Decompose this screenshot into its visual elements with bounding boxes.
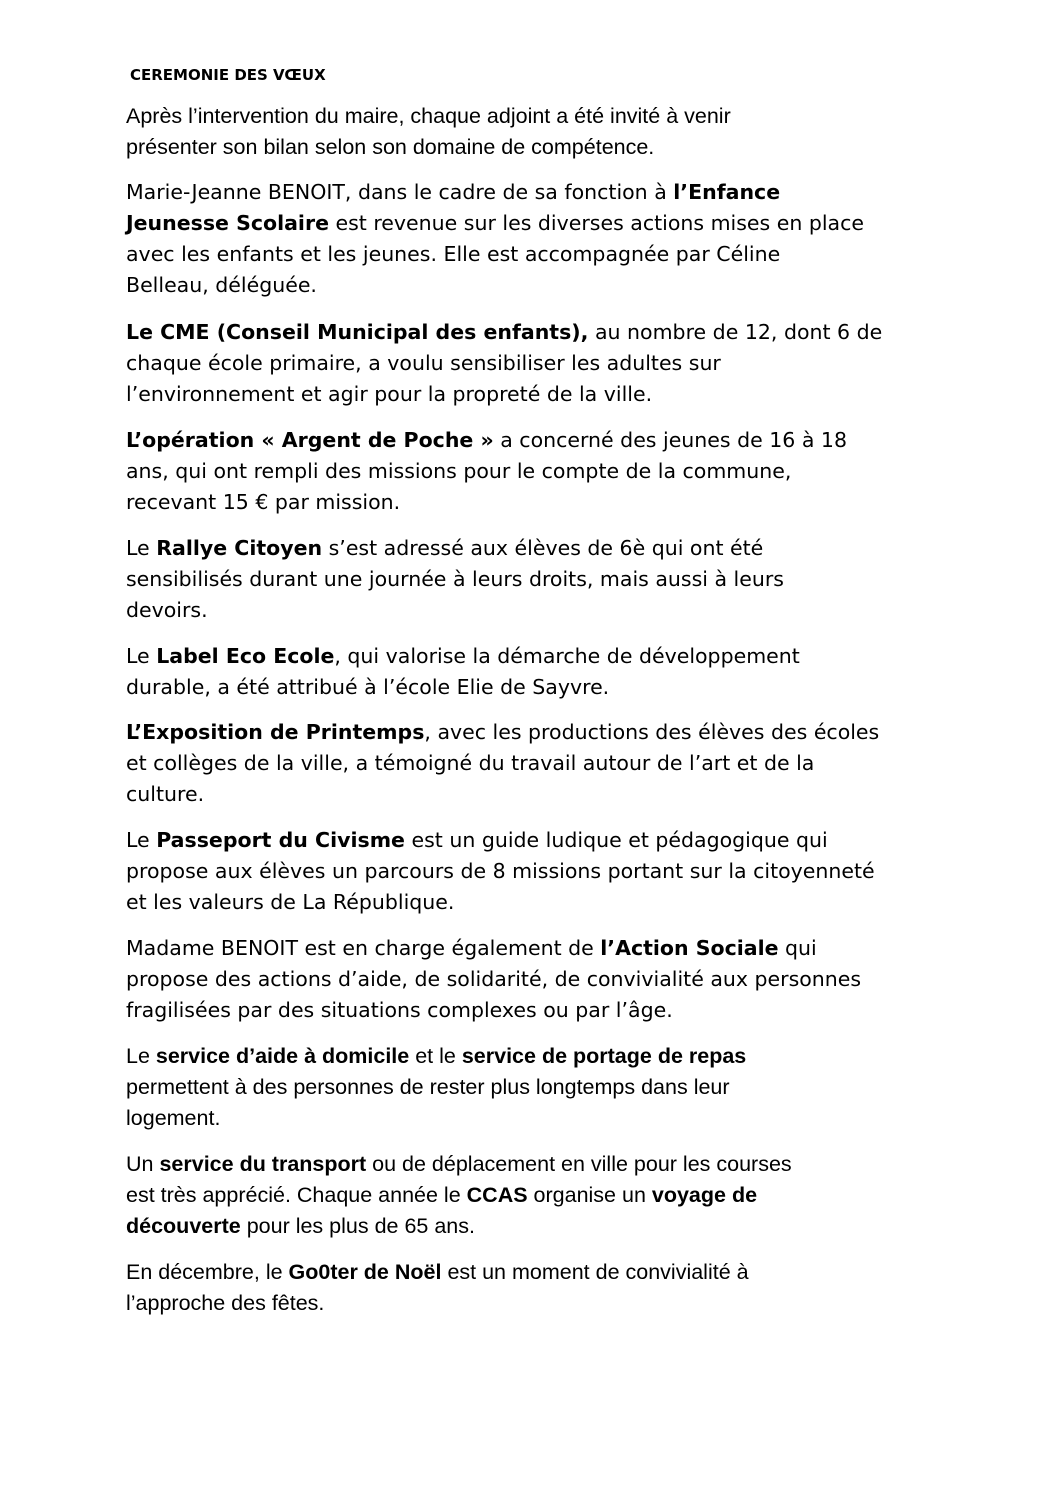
text-run: au nombre de 12, dont 6 de (588, 320, 883, 344)
text-run: et le (409, 1044, 462, 1068)
text-run: Un (126, 1152, 160, 1176)
bold-text: Jeunesse Scolaire (126, 211, 329, 235)
paragraph-line (126, 425, 986, 456)
bold-text: l’Action Sociale (600, 936, 779, 960)
paragraph-p2 (126, 177, 986, 301)
paragraph-line (126, 672, 986, 703)
text-run: et les valeurs de La République. (126, 890, 455, 914)
bold-text: Le CME (Conseil Municipal des enfants), (126, 320, 589, 344)
paragraph-line (126, 1180, 986, 1211)
text-run: propose aux élèves un parcours de 8 missions portant sur la citoyenneté (126, 859, 875, 883)
paragraph-line (126, 1103, 986, 1134)
bold-text: Passeport du Civisme (156, 828, 405, 852)
bold-text: service de portage de repas (461, 1044, 747, 1068)
paragraph-line (126, 101, 986, 132)
bold-text: CCAS (466, 1183, 528, 1207)
paragraph-line (126, 717, 986, 748)
paragraph-p4 (126, 425, 986, 518)
paragraph-line (126, 379, 986, 410)
text-run: , qui valorise la démarche de développement (334, 644, 800, 668)
paragraph-line (126, 1041, 986, 1072)
bold-text: voyage de (651, 1183, 758, 1207)
text-run: avec les enfants et les jeunes. Elle est accompagnée par Céline (126, 242, 781, 266)
paragraph-p6 (126, 641, 986, 703)
bold-text: Label Eco Ecole (156, 644, 335, 668)
paragraph-line (126, 177, 986, 208)
paragraph-p12 (126, 1257, 986, 1319)
text-run: Le (126, 1044, 156, 1068)
paragraph-p9 (126, 933, 986, 1026)
paragraph-line (126, 564, 986, 595)
text-run: devoirs. (126, 598, 208, 622)
text-run: logement. (126, 1106, 221, 1130)
text-run: organise un (527, 1183, 652, 1207)
paragraph-line (126, 779, 986, 810)
bold-text: service du transport (159, 1152, 367, 1176)
paragraph-line (126, 748, 986, 779)
paragraph-line (126, 887, 986, 918)
text-run: Le (126, 644, 157, 668)
text-run: durable, a été attribué à l’école Elie de Sayvre. (126, 675, 610, 699)
bold-text: l’Enfance (673, 180, 781, 204)
text-run: s’est adressé aux élèves de 6è qui ont été (322, 536, 764, 560)
paragraph-line (126, 456, 986, 487)
text-run: Belleau, déléguée. (126, 273, 317, 297)
bold-text: Rallye Citoyen (156, 536, 323, 560)
text-run: propose des actions d’aide, de solidarité, de convivialité aux personnes (126, 967, 862, 991)
text-run: est un guide ludique et pédagogique qui (404, 828, 828, 852)
paragraph-line (126, 208, 986, 239)
text-run: Le (126, 536, 157, 560)
text-run: Marie-Jeanne BENOIT, dans le cadre de sa fonction à (126, 180, 674, 204)
text-run: l’environnement et agir pour la propreté de la ville. (126, 382, 653, 406)
paragraph-line (126, 348, 986, 379)
text-run: , avec les productions des élèves des écoles (424, 720, 880, 744)
paragraph-line (126, 964, 986, 995)
paragraph-line (126, 533, 986, 564)
paragraph-line (126, 270, 986, 301)
text-run: recevant 15 € par mission. (126, 490, 401, 514)
text-run: permettent à des personnes de rester plus longtemps dans leur (126, 1075, 730, 1099)
paragraph-line (126, 1257, 986, 1288)
text-run: ou de déplacement en ville pour les courses (366, 1152, 792, 1176)
paragraph-line (126, 856, 986, 887)
bold-text: découverte (126, 1214, 241, 1238)
text-run: fragilisées par des situations complexes ou par l’âge. (126, 998, 673, 1022)
paragraph-p8 (126, 825, 986, 918)
text-run: Le (126, 828, 157, 852)
paragraph-p1 (126, 101, 986, 163)
paragraph-line (126, 239, 986, 270)
bold-text: Go0ter de Noël (288, 1260, 442, 1284)
text-run: En décembre, le (126, 1260, 289, 1284)
text-run: qui (778, 936, 817, 960)
text-run: sensibilisés durant une journée à leurs droits, mais aussi à leurs (126, 567, 784, 591)
text-run: est un moment de convivialité à (441, 1260, 749, 1284)
paragraph-p3 (126, 317, 986, 410)
paragraph-line (126, 1072, 986, 1103)
bold-text: L’Exposition de Printemps (126, 720, 425, 744)
text-run: présenter son bilan selon son domaine de compétence. (126, 135, 655, 159)
page-title: CEREMONIE DES VŒUX (130, 66, 326, 84)
text-run: Après l’intervention du maire, chaque adjoint a été invité à venir (126, 104, 731, 128)
text-run: est très apprécié. Chaque année le (126, 1183, 467, 1207)
text-run: chaque école primaire, a voulu sensibiliser les adultes sur (126, 351, 721, 375)
text-run: Madame BENOIT est en charge également de (126, 936, 601, 960)
paragraph-line (126, 317, 986, 348)
text-run: pour les plus de 65 ans. (240, 1214, 475, 1238)
text-run: a concerné des jeunes de 16 à 18 (493, 428, 848, 452)
text-run: ans, qui ont rempli des missions pour le compte de la commune, (126, 459, 792, 483)
bold-text: service d’aide à domicile (155, 1044, 410, 1068)
paragraph-p10 (126, 1041, 986, 1134)
paragraph-p11 (126, 1149, 986, 1242)
paragraph-p5 (126, 533, 986, 626)
bold-text: L’opération « Argent de Poche » (126, 428, 494, 452)
paragraph-line (126, 825, 986, 856)
paragraph-line (126, 1211, 986, 1242)
paragraph-line (126, 1288, 986, 1319)
paragraph-p7 (126, 717, 986, 810)
paragraph-line (126, 487, 986, 518)
paragraph-line (126, 595, 986, 626)
paragraph-line (126, 933, 986, 964)
text-run: culture. (126, 782, 205, 806)
paragraph-line (126, 995, 986, 1026)
paragraph-line (126, 132, 986, 163)
paragraph-line (126, 1149, 986, 1180)
paragraph-line (126, 641, 986, 672)
text-run: est revenue sur les diverses actions mises en place (328, 211, 865, 235)
text-run: l’approche des fêtes. (126, 1291, 325, 1315)
text-run: et collèges de la ville, a témoigné du travail autour de l’art et de la (126, 751, 815, 775)
